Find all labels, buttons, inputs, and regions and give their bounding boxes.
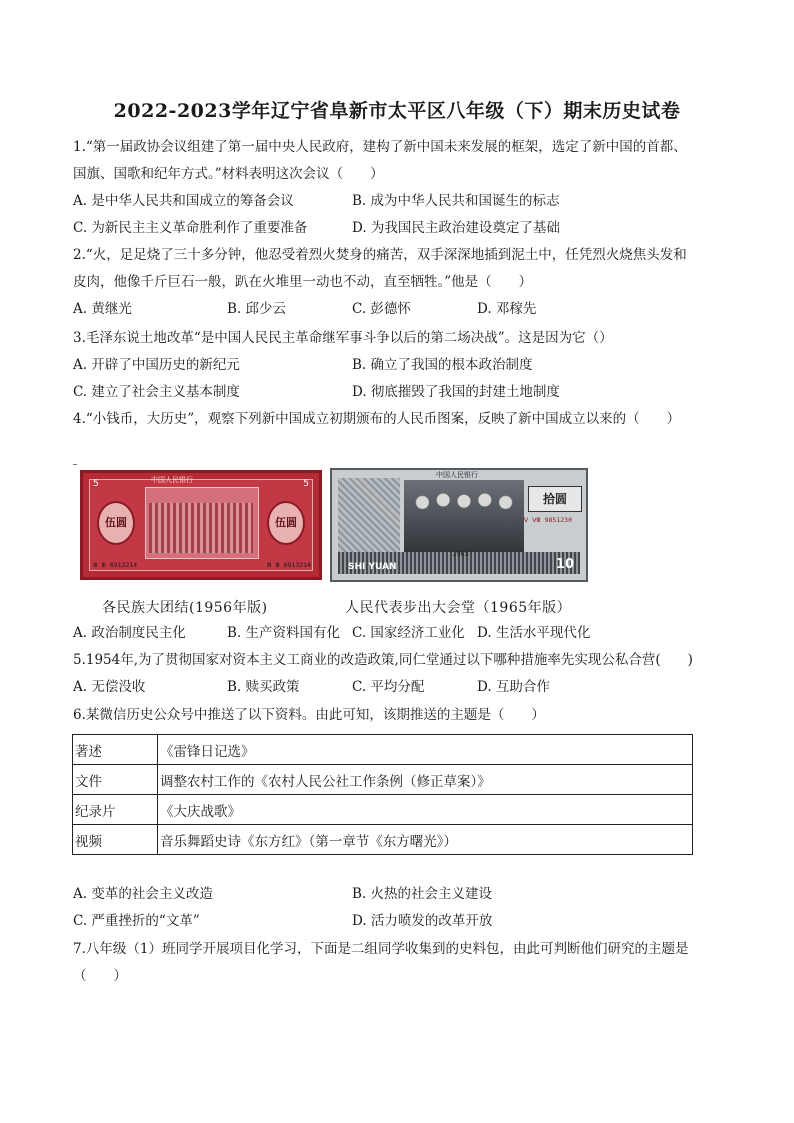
- q5-option-c: C. 平均分配: [352, 679, 425, 695]
- table-row: [73, 735, 693, 765]
- q1-option-b: B. 成为中华人民共和国诞生的标志: [352, 193, 560, 209]
- q6-materials-table: [72, 734, 693, 855]
- banknote-10-yuan-image: [330, 468, 588, 582]
- q3-option-d: D. 彻底摧毁了我国的封建土地制度: [352, 384, 560, 400]
- table-cell-type: 著述: [73, 735, 158, 765]
- banknote-1-denom-tr: 5: [303, 479, 309, 489]
- banknote-2-caption: 人民代表步出大会堂（1965年版）: [345, 600, 572, 616]
- table-cell-content: 音乐舞蹈史诗《东方红》（第一章节《东方曙光》）: [158, 825, 693, 855]
- q4-option-c: C. 国家经济工业化: [352, 625, 465, 641]
- page-title: 2022-2023学年辽宁省阜新市太平区八年级（下）期末历史试卷: [113, 100, 681, 122]
- banknote-1-denom-tl: 5: [93, 479, 99, 489]
- q5-option-d: D. 互助合作: [477, 679, 550, 695]
- q2-option-d: D. 邓稼先: [477, 301, 537, 317]
- q3-option-c: C. 建立了社会主义基本制度: [73, 384, 240, 400]
- banknote-2-bank-name: 中国人民银行: [436, 471, 478, 479]
- q6-option-c: C. 严重挫折的“文革”: [73, 913, 200, 929]
- q4-option-a: A. 政治制度民主化: [73, 625, 186, 641]
- q1-stem-line1: 1.“第一届政协会议组建了第一届中央人民政府，建构了新中国未来发展的框架，选定了新中国的首都、: [73, 139, 687, 155]
- q5-option-b: B. 赎买政策: [227, 679, 300, 695]
- banknote-1-serial-right: Ⅲ Ⅲ 6913214: [266, 561, 311, 569]
- q4-option-d: D. 生活水平现代化: [477, 625, 591, 641]
- q2-stem-line1: 2.“火，足足烧了三十多分钟，他忍受着烈火焚身的痛苦，双手深深地插到泥土中，任凭烈火烧焦头发和: [73, 247, 687, 263]
- q2-option-b: B. 邱少云: [227, 301, 287, 317]
- q6-option-a: A. 变革的社会主义改造: [73, 886, 213, 902]
- table-cell-content: 《大庆战歌》: [158, 795, 693, 825]
- banknote-1-caption: 各民族大团结(1956年版): [102, 600, 268, 616]
- banknote-2-denom-num: 10: [555, 557, 574, 572]
- table-row: [73, 825, 693, 855]
- q1-option-d: D. 为我国民主政治建设奠定了基础: [352, 220, 560, 236]
- table-row: [73, 795, 693, 825]
- q5-stem-line1: 5.1954年,为了贯彻国家对资本主义工商业的改造政策,同仁堂通过以下哪种措施率先实现公私合营( ): [73, 652, 693, 668]
- q4-stem-line1: 4.“小钱币，大历史”，观察下列新中国成立初期颁布的人民币图案，反映了新中国成立以来的（ ）: [73, 411, 681, 427]
- q2-option-c: C. 彭德怀: [352, 301, 411, 317]
- banknote-2-year: 1965: [452, 550, 469, 558]
- banknote-2-denom-cn: 拾圆: [528, 486, 582, 512]
- banknote-5-yuan-image: [80, 470, 322, 580]
- q6-option-b: B. 火热的社会主义建设: [352, 886, 493, 902]
- banknote-1-denom-left: 伍圆: [97, 501, 135, 545]
- banknote-1-bank-name: 中国人民银行: [151, 476, 193, 484]
- q2-option-a: A. 黄继光: [73, 301, 132, 317]
- table-row: [73, 765, 693, 795]
- table-cell-type: 文件: [73, 765, 158, 795]
- q3-option-a: A. 开辟了中国历史的新纪元: [73, 357, 240, 373]
- q1-option-a: A. 是中华人民共和国成立的筹备会议: [73, 193, 294, 209]
- banknote-2-serial: Ⅳ Ⅷ 9851230: [522, 516, 572, 524]
- q6-stem-line1: 6.某微信历史公众号中推送了以下资料。由此可知，该期推送的主题是（ ）: [73, 707, 545, 723]
- q7-stem-line2: （ ）: [73, 968, 127, 984]
- table-cell-content: 《雷锋日记选》: [158, 735, 693, 765]
- q3-stem-line1: 3.毛泽东说土地改革“是中国人民民主革命继军事斗争以后的第二场决战”。这是因为它（）: [73, 330, 613, 346]
- banknote-1-denom-right: 伍圆: [267, 501, 305, 545]
- q5-option-a: A. 无偿没收: [73, 679, 146, 695]
- banknote-2-pinyin: SHI YUAN: [348, 562, 397, 572]
- table-cell-type: 纪录片: [73, 795, 158, 825]
- q1-option-c: C. 为新民主主义革命胜利作了重要准备: [73, 220, 308, 236]
- q7-stem-line1: 7.八年级（1）班同学开展项目化学习，下面是二组同学收集到的史料包，由此可判断他们研究的主题是: [73, 941, 689, 957]
- figure-rule: [73, 464, 77, 465]
- q1-stem-line2: 国旗、国歌和纪年方式。”材料表明这次会议（ ）: [73, 166, 384, 182]
- table-cell-content: 调整农村工作的《农村人民公社工作条例（修正草案）》: [158, 765, 693, 795]
- q3-option-b: B. 确立了我国的根本政治制度: [352, 357, 533, 373]
- banknote-1-serial-left: Ⅲ Ⅲ 6913214: [93, 561, 138, 569]
- q6-option-d: D. 活力喷发的改革开放: [352, 913, 493, 929]
- q4-option-b: B. 生产资料国有化: [227, 625, 341, 641]
- q2-stem-line2: 皮肉，他像千斤巨石一般，趴在火堆里一动也不动，直至牺牲。”他是（ ）: [73, 274, 533, 290]
- table-cell-type: 视频: [73, 825, 158, 855]
